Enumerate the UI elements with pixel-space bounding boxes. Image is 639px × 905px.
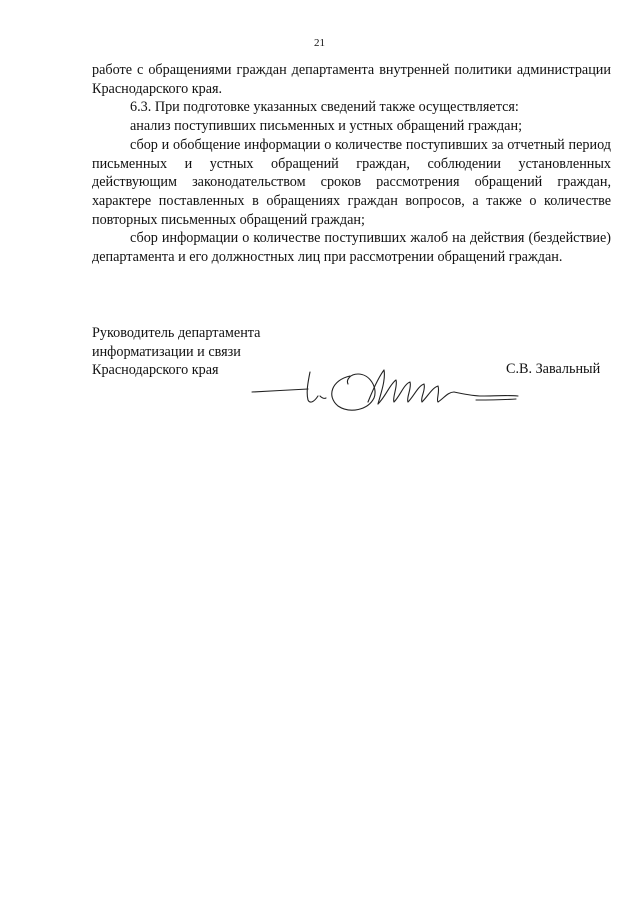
position-line: Краснодарского края xyxy=(92,362,219,379)
document-body xyxy=(92,61,611,267)
paragraph: 6.3. При подготовке указанных сведений также осуществляется: xyxy=(130,99,519,116)
signer-position xyxy=(92,324,260,380)
paragraph: сбор и обобщение информации о количестве поступивших за отчетный период письменных и устных обращений граждан, соблюдении установленных действующим законодательством сроков рассмотрения обращений граждан, характере поставленных в обращениях граждан вопросов, а также о количестве повторных письменных обращений граждан; xyxy=(92,136,611,228)
paragraph: работе с обращениями граждан департамента внутренней политики администрации Краснодарского края. xyxy=(92,62,611,97)
paragraph: анализ поступивших письменных и устных обращений граждан; xyxy=(130,118,523,135)
handwritten-signature xyxy=(250,362,522,420)
paragraph: сбор информации о количестве поступивших жалоб на действия (бездействие) департамента и его должностных лиц при рассмотрении обращений граждан. xyxy=(92,230,611,266)
page-number: 21 xyxy=(314,37,325,49)
signer-name: С.В. Завальный xyxy=(506,361,601,377)
position-line: информатизации и связи xyxy=(92,343,241,360)
position-line: Руководитель департамента xyxy=(92,325,261,341)
